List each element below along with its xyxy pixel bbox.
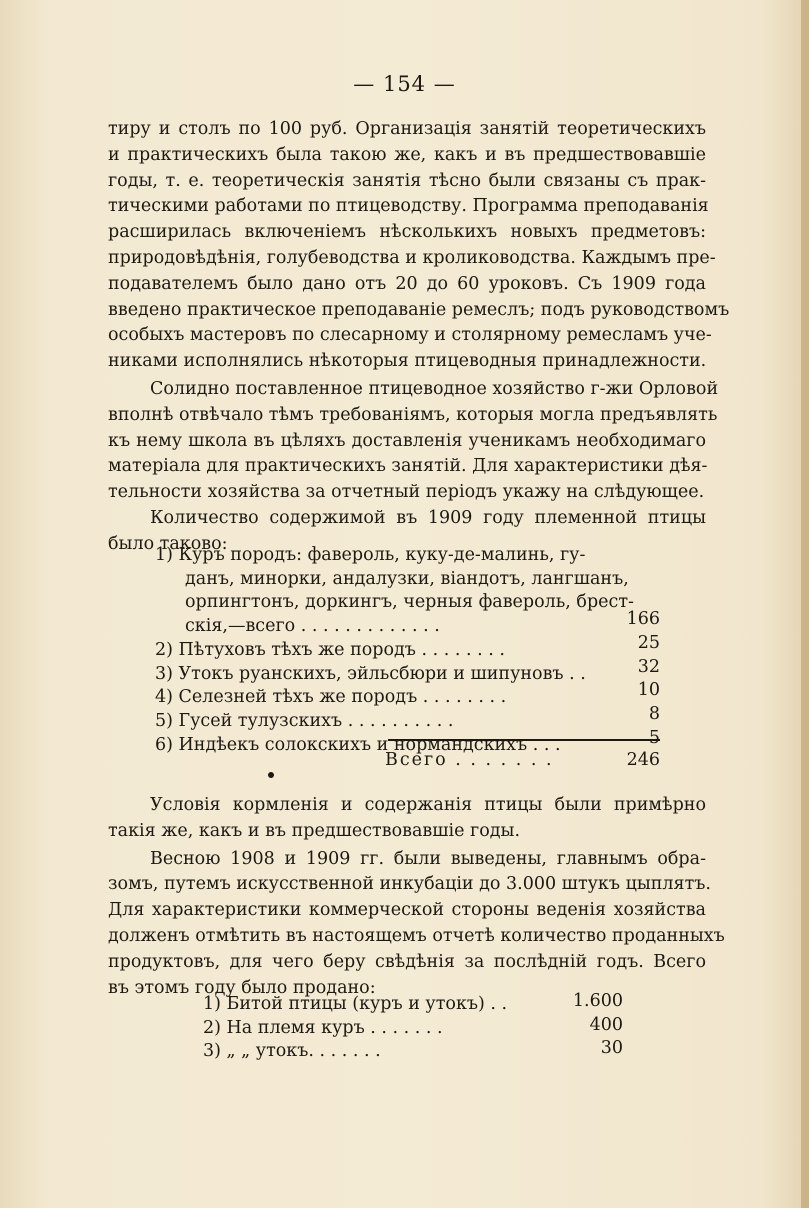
list-item: 1) Куръ породъ: фавероль, куку-де-малинь, гу- — [155, 545, 586, 565]
text-line: тельности хозяйства за отчетный періодъ укажу на слѣдующее. — [108, 482, 705, 503]
item-value: 8 — [648, 703, 660, 724]
text-line: подавателемъ было дано отъ 20 до 60 уроковъ. Съ 1909 года — [108, 273, 706, 294]
list-item: 3) Утокъ руанскихъ, эйльсбюри и шипуновъ . . 32 — [155, 656, 660, 684]
text-line: особыхъ мастеровъ по слесарному и столярному ремесламъ уче- — [108, 325, 712, 346]
page-number: — 154 — — [353, 72, 456, 96]
list-item: 6) Индѣекъ солокскихъ и нормандскихъ . . . 5 — [155, 727, 660, 755]
item-value: 10 — [637, 680, 660, 701]
item-value: 400 — [589, 1014, 623, 1035]
text-line: Для характеристики коммерческой стороны веденія хозяйства — [108, 900, 706, 921]
total-row — [385, 750, 660, 770]
text-line: такія же, какъ и въ предшествовавшіе годы. — [108, 820, 521, 841]
item-value: 30 — [600, 1038, 623, 1059]
text-line: было таково: — [108, 533, 228, 554]
list-item: 3) „ „ утокъ. . . . . . . 30 — [203, 1038, 623, 1062]
text-line: расширилась включеніемъ нѣсколькихъ новыхъ предметовъ: — [108, 222, 706, 243]
text-line: Весною 1908 и 1909 гг. были выведены, главнымъ обра- — [150, 848, 706, 869]
list-item: скія,—всего . . . . . . . . . . . . . 166 — [185, 609, 660, 637]
total-label: Всего . . . . . . . — [385, 750, 554, 770]
text-line: тиру и столъ по 100 руб. Организація занятій теоретическихъ — [108, 119, 706, 139]
text-line: природовѣдѣнія, голубеводства и кролиководства. Каждымъ пре- — [108, 247, 716, 268]
text-line: тическими работами по птицеводству. Программа преподаванія — [108, 196, 709, 217]
text-line: никами исполнялись нѣкоторыя птицеводныя принадлежности. — [108, 351, 707, 372]
paragraph-4 — [108, 793, 706, 845]
text-line: долженъ отмѣтить въ настоящемъ отчетѣ количество проданныхъ — [108, 925, 725, 946]
item-value: 5 — [648, 727, 660, 748]
list-item-continuation: орпингтонъ, доркингъ, черныя фавероль, брест- — [185, 592, 634, 613]
total-value: 246 — [626, 750, 660, 770]
list-item-continuation: данъ, минорки, андалузки, віандотъ, лангшанъ, — [185, 568, 629, 589]
text-line: въ этомъ году было продано: — [108, 977, 376, 998]
body-text-lower — [108, 793, 725, 1001]
text-line: Условія кормленія и содержанія птицы были примѣрно — [150, 795, 706, 815]
item-value: 25 — [637, 632, 660, 653]
text-line: годы, т. е. теоретическія занятія тѣсно были связаны съ прак- — [108, 170, 706, 191]
list-item: 5) Гусей тулузскихъ . . . . . . . . . . 8 — [155, 703, 660, 731]
text-line: и практическихъ была такою же, какъ и въ предшествовавшіе — [108, 144, 706, 165]
text-line: вполнѣ отвѣчало тѣмъ требованіямъ, которыя могла предъявлять — [108, 404, 718, 425]
text-line: зомъ, путемъ искусственной инкубаціи до 3.000 штукъ цыплятъ. — [108, 874, 711, 895]
ink-dot — [268, 772, 274, 778]
birds-list — [155, 544, 660, 757]
body-text — [108, 117, 730, 558]
text-line: Солидно поставленное птицеводное хозяйство г-жи Орловой — [150, 378, 719, 399]
item-value: 32 — [637, 656, 660, 677]
paragraph-1 — [108, 117, 730, 375]
list-item: 1) Битой птицы (куръ и утокъ) . . 1.600 — [203, 991, 623, 1014]
page-edge — [801, 0, 809, 1208]
text-line: матеріала для практическихъ занятій. Для характеристики дѣя- — [108, 456, 708, 477]
paragraph-2 — [108, 377, 719, 506]
list-item: 2) На племя куръ . . . . . . . 400 — [203, 1014, 623, 1038]
list-item: 2) Пѣтуховъ тѣхъ же породъ . . . . . . . . 25 — [155, 632, 660, 660]
text-line: къ нему школа въ цѣляхъ доставленія ученикамъ необходимаго — [108, 430, 706, 451]
text-line: продуктовъ, для чего беру свѣдѣнія за послѣдній годъ. Всего — [108, 951, 706, 972]
text-line: Количество содержимой въ 1909 году племенной птицы — [150, 507, 706, 528]
sold-list — [203, 993, 623, 1064]
paragraph-5 — [108, 847, 725, 1002]
text-line: введено практическое преподаваніе ремеслъ; подъ руководствомъ — [108, 299, 730, 320]
list-item: 4) Селезней тѣхъ же породъ . . . . . . . . 10 — [155, 680, 660, 708]
item-value: 1.600 — [572, 991, 623, 1011]
total-rule — [388, 739, 660, 741]
item-value: 166 — [626, 609, 660, 630]
